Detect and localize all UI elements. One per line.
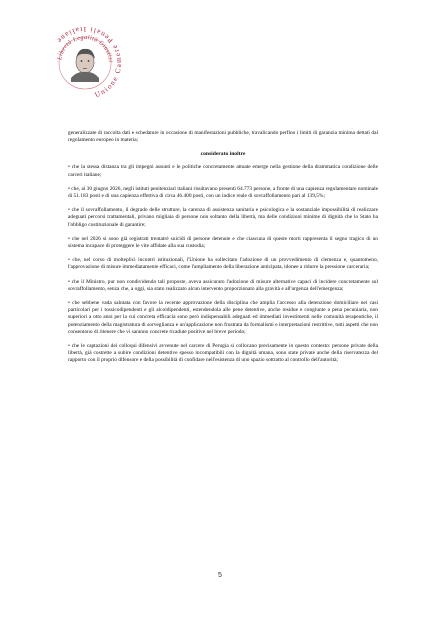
bullet-paragraph: • che, al 30 giugno 2026, negli istituti penitenziari italiani risultavano presenti 64.773 persone, a fronte di una capienza regolamentare nominale di 51.183 posti e di una capienza effettiva di circa 46.400 posti, con un indice reale di sovraffollamento pari al 139,5%;	[68, 185, 378, 200]
portrait-icon	[71, 49, 99, 82]
bullet-paragraph: • che sebbene vada salutata con favore la recente approvazione della disciplina che amplia l'accesso alla detenzione domiciliare nei casi particolari per i tossicodipendenti e gli alcoldipendenti, estendendola alle pene detentive, anche residue e congiunte a pena pecuniaria, non superiori a otto anni per la cui concreta efficacia sono però indispensabili adeguati ed immediati investimenti nelle comunità terapeutiche, il potenziamento della magistratura di sorveglianza e un'applicazione non frustrata da formalismi e interpretazioni restrittive, tutti aspetti che non consentono di ritenere che vi saranno concrete ricadute positive nel breve periodo;	[68, 300, 378, 335]
section-heading: considerato inoltre	[200, 151, 246, 158]
bullet-paragraph: • che la stessa distanza tra gli impegni assunti e le politiche concretamente attuate emerge nella gestione della drammatica condizione delle carceri italiane;	[68, 164, 378, 178]
bullet-paragraph: • che nel 2026 si sono già registrati trentatré suicidi di persone detenute e che ciascuna di queste morti rappresenta il segno tragico di un sistema incapace di proteggere le vite affidate alla sua custodia;	[68, 235, 378, 250]
bullet-paragraph: • che il sovraffollamento, il degrado delle strutture, la carenza di assistenza sanitaria e psicologica e la sostanziale impossibilità di realizzare adeguati percorsi trattamentali, privano migliaia di persone non soltanto della libertà, ma delle condizioni minime di dignità che lo Stato ha l'obbligo costituzionale di garantire;	[68, 207, 378, 228]
paragraph-continuation: generalizzate di raccolta dati e schedature in occasione di manifestazioni pubbliche, travalicando perfino i limiti di garanzia minima dettati dal regolamento europeo in materia;	[68, 130, 378, 144]
bullet-paragraph: • che, nel corso di molteplici incontri istituzionali, l'Unione ha sollecitato l'adozione di un provvedimento di clemenza e, quantomeno, l'approvazione di misure immediatamente efficaci, come l'ampliamento della liberazione anticipata, idonee a ridurre la pressione carceraria;	[68, 257, 378, 271]
bullet-paragraph: • che le captazioni dei colloqui difensivi avvenute nel carcere di Perugia si collocano precisamente in questo contesto: persone private della libertà, già costrette a subire condizioni detentive spesso incompatibili con la dignità umana, sono state private anche della riservatezza del rapporto con il proprio difensore e della possibilità di confidare nell'esistenza di uno spazio sottratto al controllo dell'autorità;	[68, 343, 378, 364]
bullet-paragraph: • che il Ministro, pur non condividendo tali proposte, aveva assicurato l'adozione di misure alternative capaci di incidere concretamente sul sovraffollamento, senza che, a oggi, sia stato realizzato alcun intervento proporzionato alla gravità e all'urgenza dell'emergenza;	[68, 278, 378, 292]
svg-text:Unione Camere Penali Italiane: Unione Camere Penali Italiane	[54, 24, 124, 100]
document-body	[68, 130, 378, 372]
svg-text:Libertà Legalità Giustizia: Libertà Legalità Giustizi	[56, 33, 115, 63]
organization-logo	[40, 18, 130, 108]
logo-seal-graphic	[40, 18, 130, 108]
page-number: 5	[218, 572, 222, 579]
